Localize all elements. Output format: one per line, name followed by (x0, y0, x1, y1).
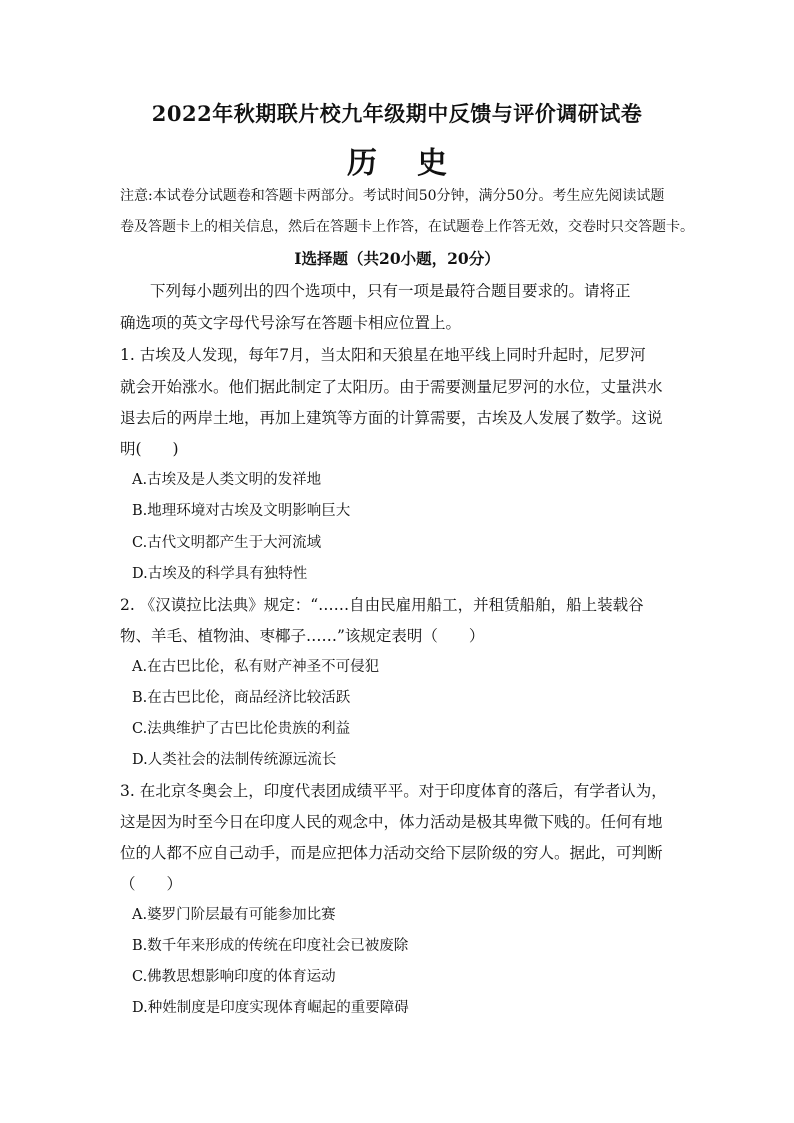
question-3-option-a: A.婆罗门阶层最有可能参加比赛 (132, 907, 336, 923)
question-2-line-1: 2. 《汉谟拉比法典》规定：“……自由民雇用船工，并租赁船舶，船上装载谷 (120, 596, 644, 614)
question-3-line-4: （ ） (120, 875, 183, 893)
notice-line-2: 卷及答题卡上的相关信息，然后在答题卡上作答，在试题卷上作答无效，交卷时只交答题卡。 (120, 219, 694, 235)
question-2-option-a: A.在古巴比伦，私有财产神圣不可侵犯 (132, 659, 380, 675)
instruction-line-1: 下列每小题列出的四个选项中，只有一项是最符合题目要求的。请将正 (150, 282, 631, 300)
question-1-option-a: A.古埃及是人类文明的发祥地 (132, 472, 322, 488)
subject-char-1: 历 (347, 146, 377, 181)
exam-title: 2022年秋期联片校九年级期中反馈与评价调研试卷 (151, 101, 643, 126)
question-1-line-3: 退去后的两岸土地，再加上建筑等方面的计算需要，古埃及人发展了数学。这说 (120, 409, 663, 427)
notice-line-1: 注意:本试卷分试题卷和答题卡两部分。考试时间50分钟，满分50分。考生应先阅读试题 (120, 188, 665, 204)
question-3-option-c: C.佛教思想影响印度的体育运动 (132, 969, 336, 985)
question-3-line-1: 3. 在北京冬奥会上，印度代表团成绩平平。对于印度体育的落后，有学者认为， (120, 782, 667, 800)
question-1-option-b: B.地理环境对古埃及文明影响巨大 (132, 503, 351, 519)
instruction-line-2: 确选项的英文字母代号涂写在答题卡相应位置上。 (120, 314, 462, 332)
question-1-line-1: 1. 古埃及人发现，每年7月，当太阳和天狼星在地平线上同时升起时，尼罗河 (120, 346, 646, 364)
question-1-line-4: 明( ) (120, 440, 179, 458)
section-heading: Ⅰ选择题（共20小题，20分） (294, 249, 500, 268)
question-2-option-d: D.人类社会的法制传统源远流长 (132, 752, 337, 768)
question-3-line-2: 这是因为时至今日在印度人民的观念中，体力活动是极其卑微下贱的。任何有地 (120, 813, 663, 831)
question-1-option-c: C.古代文明都产生于大河流域 (132, 535, 322, 551)
question-3-option-b: B.数千年来形成的传统在印度社会已被废除 (132, 938, 409, 954)
question-2-option-b: B.在古巴比伦，商品经济比较活跃 (132, 690, 351, 706)
question-1-option-d: D.古埃及的科学具有独特性 (132, 566, 308, 582)
question-1-line-2: 就会开始涨水。他们据此制定了太阳历。由于需要测量尼罗河的水位，丈量洪水 (120, 378, 663, 396)
subject-char-2: 史 (417, 146, 447, 181)
question-2-line-2: 物、羊毛、植物油、枣椰子……”该规定表明（ ） (120, 627, 485, 645)
question-3-line-3: 位的人都不应自己动手，而是应把体力活动交给下层阶级的穷人。据此，可判断 (120, 844, 663, 862)
subject-title (0, 138, 794, 182)
question-3-option-d: D.种姓制度是印度实现体育崛起的重要障碍 (132, 1000, 409, 1016)
question-2-option-c: C.法典维护了古巴比伦贵族的利益 (132, 721, 351, 737)
